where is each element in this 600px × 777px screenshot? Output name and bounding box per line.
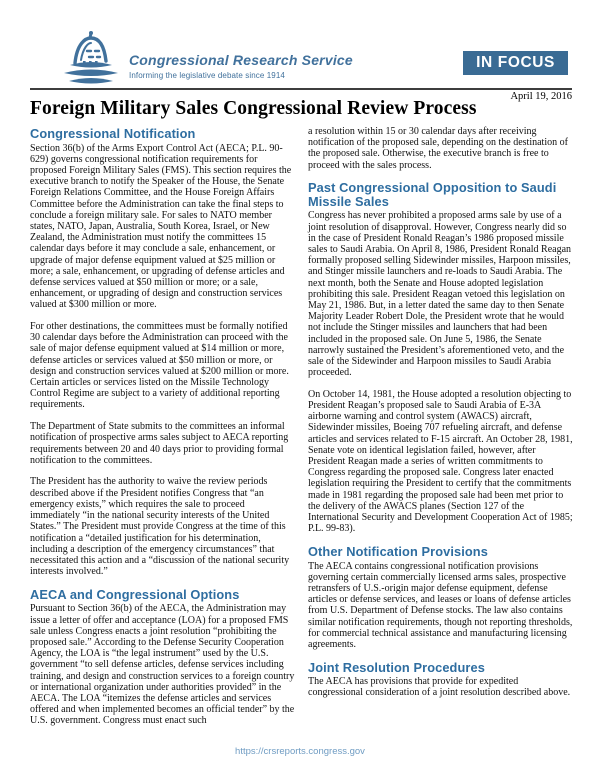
paragraph: For other destinations, the committees must be formally notified 30 calendar days before the Administration can proceed with the sale of major defense equipment valued at $14 million or more, defense articles or services valued at $50 million or more, or design and construction services valued at $200 million or more. Certain articles or services listed on the Missile Technology Control Regime are subject to a variety of additional reporting requirements. <box>30 321 289 411</box>
section-heading: Past Congressional Opposition to Saudi Missile Sales <box>308 180 557 209</box>
publication-date: April 19, 2016 <box>510 91 572 102</box>
paragraph: Pursuant to Section 36(b) of the AECA, the Administration may issue a letter of offer and acceptance (LOA) for a proposed FMS sale unless Congress enacts a joint resolution “prohibiting the proposed sale.” According to the Defense Security Cooperation Agency, the LOA is “the legal instrument” used by the U.S. government “to sell defense articles, defense services including training, and design and construction services to a foreign country or international organization under authorities provided” in the AECA. The LOA “itemizes the defense articles and services offered and when implemented becomes an official tender” by the U.S. government. Congress must enact such <box>30 603 295 727</box>
paragraph: Congress has never prohibited a proposed arms sale by use of a joint resolution of disapproval. However, Congress nearly did so in the case of President Ronald Reagan’s 1986 proposed missile sales to Saudi Arabia. On April 8, 1986, President Ronald Reagan formally proposed selling Sidewinder missiles, Harpoon missiles, and Stinger missile launchers and re-loads to Saudi Arabia. The next month, both the Senate and House adopted legislation prohibiting this sale. President Reagan vetoed this legislation on May 21, 1986. But, in a letter dated the same day to then Senate Majority Leader Robert Dole, the President wrote that he would not include the Stinger missiles and launchers that had been included in the proposed sale. On June 5, 1986, the Senate narrowly sustained the President’s aforementioned veto, and the sale of the Sidewinder and Harpoon missiles to Saudi Arabia proceeded. <box>308 210 572 379</box>
crs-reports-link[interactable]: https://crsreports.congress.gov <box>235 746 365 757</box>
page-footer <box>0 741 600 759</box>
document-title: Foreign Military Sales Congressional Review Process <box>30 98 477 119</box>
header-divider <box>30 88 572 90</box>
left-column <box>30 126 295 737</box>
right-column <box>308 126 573 737</box>
in-focus-badge: IN FOCUS <box>463 51 568 75</box>
org-name: Congressional Research Service <box>129 52 353 68</box>
section-heading: Congressional Notification <box>30 126 196 141</box>
document-body <box>30 126 573 737</box>
capitol-dome-icon <box>58 30 122 88</box>
paragraph: Section 36(b) of the Arms Export Control Act (AECA; P.L. 90-629) governs congressional notification requirements for proposed Foreign Military Sales (FMS). This section requires the executive branch to notify the Speaker of the House, the Senate Foreign Relations Committee, and the House Foreign Affairs Committee before the Administration can take the final steps to conclude a foreign military sale. For sales to NATO member states, NATO, Japan, Australia, South Korea, Israel, or New Zealand, the Administration must notify the committees 15 calendar days before it may conclude a sale, enhancement, or upgrade of major defense equipment valued at $25 million or more; a sale, enhancement, or upgrading of defense articles and defense services valued at $50 million or more; or a sale, enhancement, or upgrading of design and construction services valued at $300 million or more. <box>30 142 292 311</box>
document-header <box>30 30 572 88</box>
brand-text <box>129 53 353 80</box>
paragraph: The Department of State submits to the committees an informal notification of prospective arms sales subject to AECA reporting requirements between 20 and 40 days prior to providing formal notification to the committees. <box>30 421 289 466</box>
paragraph: a resolution within 15 or 30 calendar days after receiving notification of the proposed sale, depending on the destination of the proposed sale. Otherwise, the executive branch is free to proceed with the sales process. <box>308 126 568 171</box>
section-heading: Other Notification Provisions <box>308 544 488 559</box>
section-heading: AECA and Congressional Options <box>30 586 240 602</box>
paragraph: On October 14, 1981, the House adopted a resolution objecting to President Reagan’s proposed sale to Saudi Arabia of E-3A airborne warning and control system (AWACS) aircraft, Sidewinder missiles, Boeing 707 refueling aircraft, and defense articles and services related to F-15 aircraft. An October 28, 1981, Senate vote on identical legislation failed, however, after President Reagan made a series of written commitments to Congress regarding the proposed sale. Congress later enacted legislation requiring the President to certify that the commitments made in 1981 regarding the proposed sale had been met prior to the delivery of the AWACS planes (Section 127 of the International Security and Development Cooperation Act of 1985; P.L. 99-83). <box>308 388 573 535</box>
paragraph: The AECA contains congressional notification provisions governing certain commercially licensed arms sales, prospective retransfers of U.S.-origin major defense equipment, defense articles or defense services, and leases or loans of defense articles from U.S. Department of Defense stocks. The law also contains similar notification requirements, though not reporting thresholds, for commercial technical assistance and manufacturing licensing agreements. <box>308 560 573 650</box>
paragraph: The AECA has provisions that provide for expedited congressional consideration of a joint resolution described above. <box>308 676 571 699</box>
org-tagline: Informing the legislative debate since 1914 <box>129 70 285 80</box>
paragraph: The President has the authority to waive the review periods described above if the President notifies Congress that “an emergency exists,” which requires the sale to proceed immediately “in the national security interests of the United States.” The President must provide Congress at the time of this notification a “detailed justification for his determination, including a description of the emergency circumstances” that necessitated this action and a “discussion of the national security interests involved.” <box>30 476 290 578</box>
section-heading: Joint Resolution Procedures <box>308 659 485 675</box>
